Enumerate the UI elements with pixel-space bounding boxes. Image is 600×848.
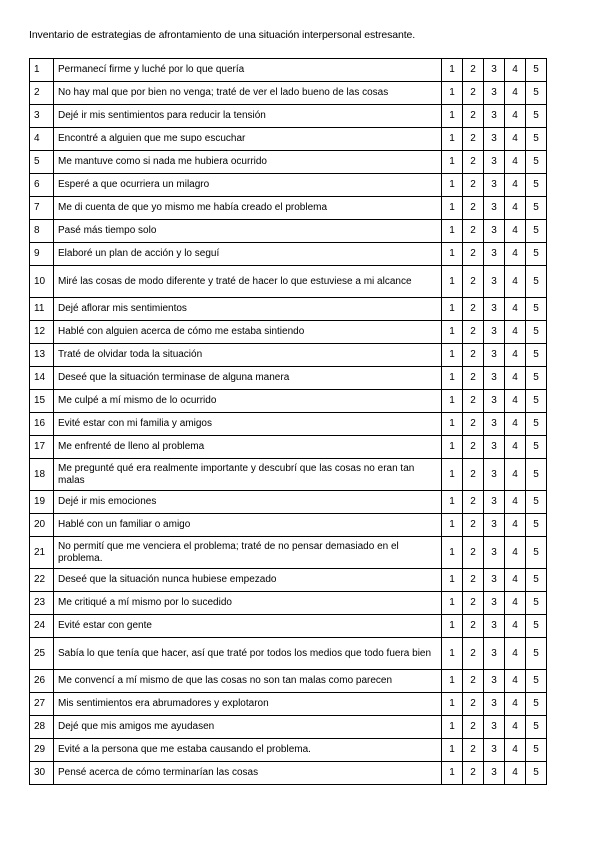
rating-option-1[interactable]: 1 xyxy=(442,298,463,321)
rating-option-5[interactable]: 5 xyxy=(526,762,547,785)
rating-option-2[interactable]: 2 xyxy=(463,174,484,197)
rating-option-5[interactable]: 5 xyxy=(526,514,547,537)
rating-option-5[interactable]: 5 xyxy=(526,344,547,367)
rating-option-1[interactable]: 1 xyxy=(442,670,463,693)
table-row xyxy=(30,220,547,243)
rating-option-2[interactable]: 2 xyxy=(463,367,484,390)
item-number: 19 xyxy=(30,491,54,514)
rating-option-2[interactable]: 2 xyxy=(463,569,484,592)
rating-option-5[interactable]: 5 xyxy=(526,59,547,82)
table-row xyxy=(30,298,547,321)
rating-option-1[interactable]: 1 xyxy=(442,413,463,436)
rating-option-1[interactable]: 1 xyxy=(442,716,463,739)
rating-option-4[interactable]: 4 xyxy=(505,105,526,128)
rating-option-4[interactable]: 4 xyxy=(505,716,526,739)
rating-option-3[interactable]: 3 xyxy=(484,243,505,266)
rating-option-1[interactable]: 1 xyxy=(442,638,463,670)
table-row xyxy=(30,537,547,569)
item-statement: Me convencí a mí mismo de que las cosas no son tan malas como parecen xyxy=(54,670,442,693)
item-statement: Me critiqué a mí mismo por lo sucedido xyxy=(54,592,442,615)
rating-option-4[interactable]: 4 xyxy=(505,367,526,390)
rating-option-5[interactable]: 5 xyxy=(526,243,547,266)
rating-option-1[interactable]: 1 xyxy=(442,344,463,367)
rating-option-1[interactable]: 1 xyxy=(442,762,463,785)
item-number: 1 xyxy=(30,59,54,82)
rating-option-5[interactable]: 5 xyxy=(526,266,547,298)
rating-option-5[interactable]: 5 xyxy=(526,197,547,220)
item-number: 29 xyxy=(30,739,54,762)
rating-option-5[interactable]: 5 xyxy=(526,298,547,321)
rating-option-4[interactable]: 4 xyxy=(505,174,526,197)
item-number: 16 xyxy=(30,413,54,436)
rating-option-4[interactable]: 4 xyxy=(505,151,526,174)
rating-option-3[interactable]: 3 xyxy=(484,413,505,436)
rating-option-4[interactable]: 4 xyxy=(505,569,526,592)
rating-option-3[interactable]: 3 xyxy=(484,367,505,390)
table-row xyxy=(30,128,547,151)
rating-option-1[interactable]: 1 xyxy=(442,128,463,151)
table-row xyxy=(30,321,547,344)
table-row xyxy=(30,592,547,615)
rating-option-1[interactable]: 1 xyxy=(442,105,463,128)
table-row xyxy=(30,151,547,174)
rating-option-2[interactable]: 2 xyxy=(463,298,484,321)
item-number: 8 xyxy=(30,220,54,243)
rating-option-4[interactable]: 4 xyxy=(505,321,526,344)
item-statement: Traté de olvidar toda la situación xyxy=(54,344,442,367)
item-statement: Pensé acerca de cómo terminarían las cosas xyxy=(54,762,442,785)
item-statement: Dejé ir mis sentimientos para reducir la tensión xyxy=(54,105,442,128)
rating-option-3[interactable]: 3 xyxy=(484,537,505,569)
rating-option-3[interactable]: 3 xyxy=(484,716,505,739)
rating-option-1[interactable]: 1 xyxy=(442,174,463,197)
rating-option-5[interactable]: 5 xyxy=(526,321,547,344)
document-title: Inventario de estrategias de afrontamiento de una situación interpersonal estresante. xyxy=(29,29,416,41)
rating-option-5[interactable]: 5 xyxy=(526,413,547,436)
item-statement: Mis sentimientos era abrumadores y explotaron xyxy=(54,693,442,716)
item-number: 18 xyxy=(30,459,54,491)
rating-option-1[interactable]: 1 xyxy=(442,390,463,413)
rating-option-3[interactable]: 3 xyxy=(484,197,505,220)
item-statement: Elaboré un plan de acción y lo seguí xyxy=(54,243,442,266)
rating-option-2[interactable]: 2 xyxy=(463,592,484,615)
rating-option-2[interactable]: 2 xyxy=(463,151,484,174)
rating-option-4[interactable]: 4 xyxy=(505,243,526,266)
rating-option-5[interactable]: 5 xyxy=(526,174,547,197)
rating-option-4[interactable]: 4 xyxy=(505,491,526,514)
rating-option-5[interactable]: 5 xyxy=(526,220,547,243)
rating-option-4[interactable]: 4 xyxy=(505,128,526,151)
rating-option-1[interactable]: 1 xyxy=(442,82,463,105)
rating-option-1[interactable]: 1 xyxy=(442,537,463,569)
item-number: 17 xyxy=(30,436,54,459)
rating-option-5[interactable]: 5 xyxy=(526,537,547,569)
rating-option-4[interactable]: 4 xyxy=(505,220,526,243)
rating-option-5[interactable]: 5 xyxy=(526,693,547,716)
rating-option-2[interactable]: 2 xyxy=(463,390,484,413)
rating-option-5[interactable]: 5 xyxy=(526,716,547,739)
rating-option-2[interactable]: 2 xyxy=(463,459,484,491)
rating-option-5[interactable]: 5 xyxy=(526,638,547,670)
rating-option-4[interactable]: 4 xyxy=(505,762,526,785)
table-row xyxy=(30,762,547,785)
rating-option-5[interactable]: 5 xyxy=(526,491,547,514)
item-statement: No permití que me venciera el problema; traté de no pensar demasiado en el problema. xyxy=(54,537,442,569)
rating-option-4[interactable]: 4 xyxy=(505,739,526,762)
item-statement: Deseé que la situación nunca hubiese empezado xyxy=(54,569,442,592)
rating-option-2[interactable]: 2 xyxy=(463,537,484,569)
rating-option-2[interactable]: 2 xyxy=(463,266,484,298)
item-statement: Me pregunté qué era realmente importante y descubrí que las cosas no eran tan malas xyxy=(54,459,442,491)
table-row xyxy=(30,514,547,537)
item-statement: Me culpé a mí mismo de lo ocurrido xyxy=(54,390,442,413)
rating-option-1[interactable]: 1 xyxy=(442,459,463,491)
table-row xyxy=(30,82,547,105)
table-row xyxy=(30,716,547,739)
rating-option-5[interactable]: 5 xyxy=(526,459,547,491)
item-number: 21 xyxy=(30,537,54,569)
item-number: 23 xyxy=(30,592,54,615)
rating-option-5[interactable]: 5 xyxy=(526,739,547,762)
table-row xyxy=(30,670,547,693)
rating-option-5[interactable]: 5 xyxy=(526,569,547,592)
rating-option-1[interactable]: 1 xyxy=(442,59,463,82)
item-number: 25 xyxy=(30,638,54,670)
rating-option-3[interactable]: 3 xyxy=(484,298,505,321)
item-number: 30 xyxy=(30,762,54,785)
rating-option-2[interactable]: 2 xyxy=(463,220,484,243)
item-statement: Evité a la persona que me estaba causando el problema. xyxy=(54,739,442,762)
item-number: 7 xyxy=(30,197,54,220)
rating-option-1[interactable]: 1 xyxy=(442,592,463,615)
item-number: 14 xyxy=(30,367,54,390)
rating-option-1[interactable]: 1 xyxy=(442,739,463,762)
rating-option-5[interactable]: 5 xyxy=(526,592,547,615)
table-row xyxy=(30,344,547,367)
table-row xyxy=(30,436,547,459)
rating-option-3[interactable]: 3 xyxy=(484,220,505,243)
item-statement: Deseé que la situación terminase de alguna manera xyxy=(54,367,442,390)
rating-option-5[interactable]: 5 xyxy=(526,390,547,413)
item-statement: Miré las cosas de modo diferente y traté de hacer lo que estuviese a mi alcance xyxy=(54,266,442,298)
table-row xyxy=(30,693,547,716)
rating-option-5[interactable]: 5 xyxy=(526,436,547,459)
table-row xyxy=(30,174,547,197)
item-statement: Dejé que mis amigos me ayudasen xyxy=(54,716,442,739)
table-row xyxy=(30,390,547,413)
rating-option-4[interactable]: 4 xyxy=(505,266,526,298)
rating-option-2[interactable]: 2 xyxy=(463,436,484,459)
item-statement: Hablé con alguien acerca de cómo me estaba sintiendo xyxy=(54,321,442,344)
table-body xyxy=(30,59,547,785)
item-number: 28 xyxy=(30,716,54,739)
item-number: 2 xyxy=(30,82,54,105)
rating-option-3[interactable]: 3 xyxy=(484,739,505,762)
table-row xyxy=(30,197,547,220)
rating-option-5[interactable]: 5 xyxy=(526,670,547,693)
rating-option-3[interactable]: 3 xyxy=(484,82,505,105)
rating-option-3[interactable]: 3 xyxy=(484,390,505,413)
rating-option-4[interactable]: 4 xyxy=(505,537,526,569)
rating-option-3[interactable]: 3 xyxy=(484,321,505,344)
item-number: 9 xyxy=(30,243,54,266)
rating-option-4[interactable]: 4 xyxy=(505,82,526,105)
rating-option-2[interactable]: 2 xyxy=(463,105,484,128)
rating-option-1[interactable]: 1 xyxy=(442,197,463,220)
rating-option-5[interactable]: 5 xyxy=(526,367,547,390)
rating-option-2[interactable]: 2 xyxy=(463,693,484,716)
rating-option-5[interactable]: 5 xyxy=(526,82,547,105)
table-row xyxy=(30,615,547,638)
item-statement: Dejé ir mis emociones xyxy=(54,491,442,514)
rating-option-1[interactable]: 1 xyxy=(442,436,463,459)
item-statement: Me di cuenta de que yo mismo me había creado el problema xyxy=(54,197,442,220)
item-number: 24 xyxy=(30,615,54,638)
rating-option-3[interactable]: 3 xyxy=(484,491,505,514)
rating-option-3[interactable]: 3 xyxy=(484,344,505,367)
item-statement: Evité estar con gente xyxy=(54,615,442,638)
coping-strategies-table xyxy=(29,58,547,785)
table-row xyxy=(30,459,547,491)
rating-option-2[interactable]: 2 xyxy=(463,638,484,670)
table-row xyxy=(30,491,547,514)
rating-option-5[interactable]: 5 xyxy=(526,615,547,638)
item-number: 11 xyxy=(30,298,54,321)
rating-option-2[interactable]: 2 xyxy=(463,670,484,693)
item-statement: Esperé a que ocurriera un milagro xyxy=(54,174,442,197)
rating-option-1[interactable]: 1 xyxy=(442,514,463,537)
table-row xyxy=(30,638,547,670)
rating-option-4[interactable]: 4 xyxy=(505,670,526,693)
rating-option-1[interactable]: 1 xyxy=(442,367,463,390)
rating-option-3[interactable]: 3 xyxy=(484,59,505,82)
rating-option-2[interactable]: 2 xyxy=(463,739,484,762)
rating-option-1[interactable]: 1 xyxy=(442,321,463,344)
item-number: 12 xyxy=(30,321,54,344)
rating-option-4[interactable]: 4 xyxy=(505,459,526,491)
table-row xyxy=(30,59,547,82)
item-number: 3 xyxy=(30,105,54,128)
item-statement: Me mantuve como si nada me hubiera ocurrido xyxy=(54,151,442,174)
rating-option-4[interactable]: 4 xyxy=(505,592,526,615)
rating-option-3[interactable]: 3 xyxy=(484,174,505,197)
table-row xyxy=(30,266,547,298)
rating-option-4[interactable]: 4 xyxy=(505,413,526,436)
rating-option-5[interactable]: 5 xyxy=(526,151,547,174)
rating-option-3[interactable]: 3 xyxy=(484,128,505,151)
rating-option-3[interactable]: 3 xyxy=(484,762,505,785)
rating-option-3[interactable]: 3 xyxy=(484,266,505,298)
rating-option-3[interactable]: 3 xyxy=(484,436,505,459)
rating-option-4[interactable]: 4 xyxy=(505,197,526,220)
item-number: 10 xyxy=(30,266,54,298)
table-row xyxy=(30,243,547,266)
rating-option-2[interactable]: 2 xyxy=(463,321,484,344)
rating-option-2[interactable]: 2 xyxy=(463,128,484,151)
rating-option-2[interactable]: 2 xyxy=(463,197,484,220)
item-statement: Pasé más tiempo solo xyxy=(54,220,442,243)
rating-option-1[interactable]: 1 xyxy=(442,615,463,638)
rating-option-2[interactable]: 2 xyxy=(463,243,484,266)
rating-option-3[interactable]: 3 xyxy=(484,569,505,592)
rating-option-4[interactable]: 4 xyxy=(505,59,526,82)
rating-option-2[interactable]: 2 xyxy=(463,413,484,436)
rating-option-1[interactable]: 1 xyxy=(442,151,463,174)
item-number: 15 xyxy=(30,390,54,413)
rating-option-3[interactable]: 3 xyxy=(484,615,505,638)
rating-option-1[interactable]: 1 xyxy=(442,266,463,298)
rating-option-3[interactable]: 3 xyxy=(484,151,505,174)
item-statement: Evité estar con mi familia y amigos xyxy=(54,413,442,436)
rating-option-1[interactable]: 1 xyxy=(442,569,463,592)
rating-option-1[interactable]: 1 xyxy=(442,491,463,514)
rating-option-1[interactable]: 1 xyxy=(442,243,463,266)
table-row xyxy=(30,105,547,128)
rating-option-2[interactable]: 2 xyxy=(463,716,484,739)
item-number: 13 xyxy=(30,344,54,367)
item-statement: Dejé aflorar mis sentimientos xyxy=(54,298,442,321)
rating-option-4[interactable]: 4 xyxy=(505,615,526,638)
rating-option-5[interactable]: 5 xyxy=(526,128,547,151)
rating-option-2[interactable]: 2 xyxy=(463,615,484,638)
table-row xyxy=(30,569,547,592)
rating-option-3[interactable]: 3 xyxy=(484,693,505,716)
item-number: 22 xyxy=(30,569,54,592)
rating-option-3[interactable]: 3 xyxy=(484,592,505,615)
item-number: 27 xyxy=(30,693,54,716)
rating-option-3[interactable]: 3 xyxy=(484,105,505,128)
rating-option-2[interactable]: 2 xyxy=(463,82,484,105)
item-number: 4 xyxy=(30,128,54,151)
rating-option-5[interactable]: 5 xyxy=(526,105,547,128)
item-number: 5 xyxy=(30,151,54,174)
rating-option-4[interactable]: 4 xyxy=(505,298,526,321)
item-statement: Permanecí firme y luché por lo que quería xyxy=(54,59,442,82)
rating-option-1[interactable]: 1 xyxy=(442,693,463,716)
rating-option-4[interactable]: 4 xyxy=(505,344,526,367)
rating-option-2[interactable]: 2 xyxy=(463,514,484,537)
item-statement: Sabía lo que tenía que hacer, así que traté por todos los medios que todo fuera bien xyxy=(54,638,442,670)
item-number: 6 xyxy=(30,174,54,197)
item-statement: Encontré a alguien que me supo escuchar xyxy=(54,128,442,151)
rating-option-2[interactable]: 2 xyxy=(463,344,484,367)
rating-option-4[interactable]: 4 xyxy=(505,436,526,459)
table-row xyxy=(30,413,547,436)
rating-option-3[interactable]: 3 xyxy=(484,670,505,693)
rating-option-1[interactable]: 1 xyxy=(442,220,463,243)
rating-option-4[interactable]: 4 xyxy=(505,693,526,716)
rating-option-2[interactable]: 2 xyxy=(463,491,484,514)
item-statement: No hay mal que por bien no venga; traté de ver el lado bueno de las cosas xyxy=(54,82,442,105)
rating-option-4[interactable]: 4 xyxy=(505,638,526,670)
rating-option-3[interactable]: 3 xyxy=(484,638,505,670)
rating-option-3[interactable]: 3 xyxy=(484,514,505,537)
rating-option-4[interactable]: 4 xyxy=(505,514,526,537)
rating-option-3[interactable]: 3 xyxy=(484,459,505,491)
rating-option-4[interactable]: 4 xyxy=(505,390,526,413)
item-statement: Hablé con un familiar o amigo xyxy=(54,514,442,537)
table-row xyxy=(30,739,547,762)
item-number: 20 xyxy=(30,514,54,537)
table-row xyxy=(30,367,547,390)
item-statement: Me enfrenté de lleno al problema xyxy=(54,436,442,459)
rating-option-2[interactable]: 2 xyxy=(463,762,484,785)
item-number: 26 xyxy=(30,670,54,693)
rating-option-2[interactable]: 2 xyxy=(463,59,484,82)
